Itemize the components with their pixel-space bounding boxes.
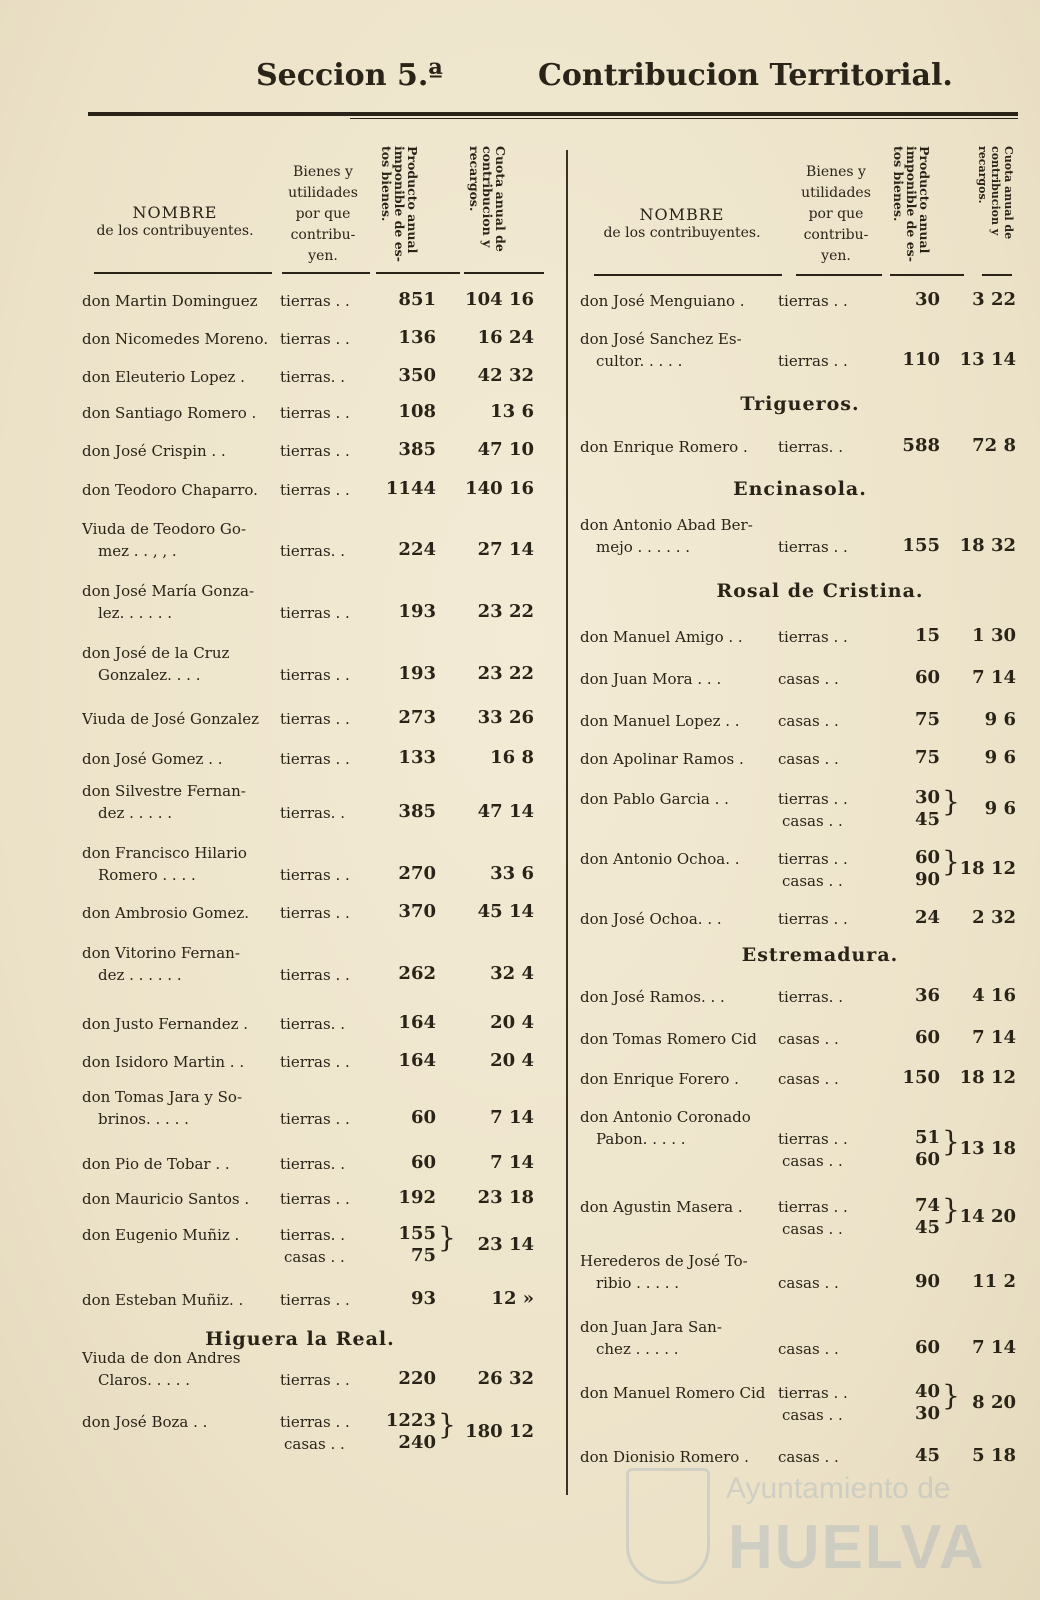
taxable-product: 40	[914, 1381, 940, 1402]
annual-quota: 7 14	[490, 1152, 534, 1173]
contributor-name: don José Gomez . .	[82, 750, 223, 768]
annual-quota: 7 14	[972, 1027, 1016, 1048]
property-type: tierras . .	[778, 1130, 848, 1148]
taxable-product: 220	[398, 1368, 436, 1389]
contributor-name: Viuda de José Gonzalez	[82, 710, 260, 728]
property-type: tierras. .	[280, 1015, 345, 1033]
contributor-name: don Manuel Amigo . .	[580, 628, 743, 646]
table-row	[0, 747, 1040, 772]
annual-quota: 47 14	[477, 801, 534, 822]
annual-quota: 3 22	[972, 289, 1016, 310]
contributor-name: Viuda de Teodoro Go-	[82, 520, 247, 538]
header-producto: Producto anual imponible de es- tos bienes.	[891, 146, 932, 262]
contributor-name: don José Ramos. . .	[580, 988, 725, 1006]
taxable-product: 51	[914, 1127, 940, 1148]
contributor-name: Romero . . . .	[98, 866, 196, 884]
property-type: tierras . .	[778, 352, 848, 370]
taxable-product: 30	[914, 787, 940, 808]
taxable-product: 150	[902, 1067, 940, 1088]
contributor-name: don Agustin Masera .	[580, 1198, 743, 1216]
taxable-product: 193	[398, 663, 436, 684]
taxable-product: 30	[914, 1403, 940, 1424]
annual-quota: 12 »	[491, 1288, 534, 1309]
header-rule-thin	[350, 118, 1018, 119]
table-row	[0, 365, 1040, 390]
contributor-name: don Francisco Hilario	[82, 844, 247, 862]
taxable-product: 60	[914, 667, 940, 688]
taxable-product: 224	[398, 539, 436, 560]
taxable-product: 93	[410, 1288, 436, 1309]
taxable-product: 75	[410, 1245, 436, 1266]
annual-quota: 20 4	[490, 1012, 534, 1033]
property-type: casas . .	[778, 1070, 839, 1088]
header-bienes	[280, 162, 366, 267]
contributor-name: don Juan Jara San-	[580, 1318, 722, 1336]
taxable-product: 155	[398, 1223, 436, 1244]
taxable-product: 136	[398, 327, 436, 348]
header-underline	[464, 272, 544, 274]
town-heading: Estremadura.	[741, 944, 899, 966]
header-name-top: NOMBRE	[639, 205, 725, 224]
annual-quota: 45 14	[477, 901, 534, 922]
property-type: tierras . .	[280, 750, 350, 768]
contributor-name: don José Crispin . .	[82, 442, 226, 460]
taxable-product: 60	[914, 1337, 940, 1358]
property-type: casas . .	[778, 1030, 839, 1048]
taxable-product: 45	[914, 1445, 940, 1466]
brace-icon: }	[942, 785, 960, 818]
table-row	[0, 1288, 1040, 1313]
brace-icon: }	[942, 1193, 960, 1226]
annual-quota: 7 14	[490, 1107, 534, 1128]
property-type: tierras . .	[280, 481, 350, 499]
property-type: tierras . .	[280, 330, 350, 348]
annual-quota: 7 14	[972, 667, 1016, 688]
property-type: tierras . .	[280, 904, 350, 922]
table-row	[0, 330, 1040, 370]
property-type: tierras . .	[280, 292, 350, 310]
property-type: tierras . .	[280, 666, 350, 684]
annual-quota: 23 22	[477, 601, 534, 622]
taxable-product: 45	[914, 1217, 940, 1238]
header-bienes-l4: contribu-	[290, 227, 356, 243]
contributor-name: brinos. . . . .	[98, 1110, 189, 1128]
annual-quota: 13 14	[959, 349, 1016, 370]
contributor-name: don Enrique Romero .	[580, 438, 748, 456]
table-row	[0, 289, 1040, 314]
taxable-product: 588	[902, 435, 940, 456]
property-type: tierras . .	[778, 628, 848, 646]
property-type: casas . .	[782, 1406, 843, 1424]
taxable-product: 370	[398, 901, 436, 922]
taxable-product: 164	[398, 1050, 436, 1071]
taxable-product: 90	[914, 1271, 940, 1292]
annual-quota: 180 12	[465, 1421, 534, 1442]
header-name	[584, 206, 780, 242]
property-type: tierras . .	[778, 1384, 848, 1402]
annual-quota: 72 8	[972, 435, 1016, 456]
header-cuota: Cuota anual de contribucion y recargos.	[976, 146, 1015, 240]
brace-icon: }	[942, 845, 960, 878]
annual-quota: 13 6	[490, 401, 534, 422]
taxable-product: 385	[398, 801, 436, 822]
taxable-product: 270	[398, 863, 436, 884]
taxable-product: 15	[914, 625, 940, 646]
taxable-product: 75	[914, 747, 940, 768]
taxable-product: 24	[914, 907, 940, 928]
contributor-name: don José María Gonza-	[82, 582, 255, 600]
header-name-top: NOMBRE	[132, 203, 218, 222]
header-underline	[890, 274, 964, 276]
taxable-product: 60	[914, 1027, 940, 1048]
taxable-product: 385	[398, 439, 436, 460]
town-heading: Higuera la Real.	[205, 1328, 395, 1350]
taxable-product: 1223	[385, 1410, 436, 1431]
header-underline	[282, 272, 370, 274]
table-row	[0, 1067, 1040, 1092]
contributor-name: don Antonio Abad Ber-	[580, 516, 753, 534]
taxable-product: 110	[902, 349, 940, 370]
property-type: tierras . .	[778, 538, 848, 556]
taxable-product: 36	[914, 985, 940, 1006]
annual-quota: 33 6	[490, 863, 534, 884]
header-underline	[796, 274, 882, 276]
taxable-product: 240	[398, 1432, 436, 1453]
table-row	[0, 1027, 1040, 1052]
header-bienes-l4: contribu-	[803, 227, 869, 243]
header-name	[82, 204, 268, 240]
annual-quota: 33 26	[477, 707, 534, 728]
taxable-product: 851	[398, 289, 436, 310]
annual-quota: 7 14	[972, 1337, 1016, 1358]
contributor-name: don Pio de Tobar . .	[82, 1155, 230, 1173]
annual-quota: 26 32	[477, 1368, 534, 1389]
contributor-name: don Antonio Ochoa. .	[580, 850, 740, 868]
annual-quota: 42 32	[477, 365, 534, 386]
annual-quota: 16 8	[490, 747, 534, 768]
header-name-bottom: de los contribuyentes.	[96, 223, 254, 239]
property-type: casas . .	[782, 812, 843, 830]
annual-quota: 18 12	[959, 858, 1016, 879]
contributor-name: cultor. . . . .	[596, 352, 683, 370]
taxable-product: 74	[914, 1195, 940, 1216]
property-type: casas . .	[778, 750, 839, 768]
table-row	[0, 985, 1040, 1010]
annual-quota: 32 4	[490, 963, 534, 984]
property-type: tierras. .	[280, 1226, 345, 1244]
taxable-product: 60	[914, 1149, 940, 1170]
contributor-name: don Enrique Forero .	[580, 1070, 739, 1088]
property-type: casas . .	[778, 1274, 839, 1292]
property-type: casas . .	[782, 1220, 843, 1238]
contributor-name: don Apolinar Ramos .	[580, 750, 744, 768]
contributor-name: don Eugenio Muñiz .	[82, 1226, 240, 1244]
contributor-name: don Teodoro Chaparro.	[82, 481, 258, 499]
annual-quota: 16 24	[477, 327, 534, 348]
contributor-name: don José de la Cruz	[82, 644, 230, 662]
taxable-product: 192	[398, 1187, 436, 1208]
annual-quota: 11 2	[972, 1271, 1016, 1292]
property-type: casas . .	[782, 1152, 843, 1170]
header-underline	[982, 274, 1012, 276]
contributor-name: don Tomas Jara y So-	[82, 1088, 243, 1106]
contributor-name: don Mauricio Santos .	[82, 1190, 250, 1208]
header-cuota: Cuota anual de contribucion y recargos.	[467, 146, 508, 252]
property-type: tierras. .	[280, 1155, 345, 1173]
contributor-name: mez . . , , .	[98, 542, 177, 560]
page-title: Contribucion Territorial.	[538, 58, 953, 93]
annual-quota: 104 16	[465, 289, 534, 310]
contributor-name: don José Sanchez Es-	[580, 330, 742, 348]
section-number: Seccion 5.ª	[256, 58, 443, 93]
contributor-name: don Eleuterio Lopez .	[82, 368, 245, 386]
header-bienes-l3: por que	[295, 206, 351, 222]
property-type: casas . .	[284, 1435, 345, 1453]
contributor-name: don Dionisio Romero .	[580, 1448, 749, 1466]
property-type: casas . .	[778, 712, 839, 730]
annual-quota: 18 32	[959, 535, 1016, 556]
property-type: tierras . .	[280, 710, 350, 728]
header-bienes-l3: por que	[808, 206, 864, 222]
contributor-name: don Martin Dominguez	[82, 292, 258, 310]
taxable-product: 155	[902, 535, 940, 556]
contributor-name: Viuda de don Andres	[82, 1349, 241, 1367]
contributor-name: don Ambrosio Gomez.	[82, 904, 249, 922]
contributor-name: don Isidoro Martin . .	[82, 1053, 245, 1071]
town-heading: Rosal de Cristina.	[716, 580, 924, 602]
property-type: tierras . .	[778, 850, 848, 868]
contributor-name: don José Ochoa. . .	[580, 910, 722, 928]
page-header	[0, 58, 1040, 102]
taxable-product: 30	[914, 289, 940, 310]
annual-quota: 2 32	[972, 907, 1016, 928]
property-type: tierras . .	[280, 442, 350, 460]
contributor-name: Gonzalez. . . .	[98, 666, 201, 684]
contributor-name: don Tomas Romero Cid	[580, 1030, 757, 1048]
property-type: tierras . .	[280, 1110, 350, 1128]
header-bienes-l2: utilidades	[801, 185, 871, 201]
contributor-name: lez. . . . . .	[98, 604, 173, 622]
header-bienes-l2: utilidades	[288, 185, 358, 201]
contributor-name: don Justo Fernandez .	[82, 1015, 249, 1033]
property-type: tierras. .	[778, 988, 843, 1006]
contributor-name: mejo . . . . . .	[596, 538, 690, 556]
contributor-name: dez . . . . .	[98, 804, 173, 822]
watermark-line2: HUELVA	[728, 1513, 986, 1582]
taxable-product: 75	[914, 709, 940, 730]
shield-icon	[626, 1468, 710, 1584]
property-type: tierras . .	[280, 1413, 350, 1431]
watermark-line1: Ayuntamiento de	[726, 1472, 951, 1505]
brace-icon: }	[438, 1408, 456, 1441]
property-type: tierras. .	[280, 542, 345, 560]
contributor-name: dez . . . . . .	[98, 966, 182, 984]
table-row	[0, 625, 1040, 650]
annual-quota: 14 20	[959, 1206, 1016, 1227]
town-heading: Encinasola.	[733, 478, 867, 500]
property-type: casas . .	[778, 670, 839, 688]
contributor-name: don Manuel Lopez . .	[580, 712, 740, 730]
property-type: tierras . .	[280, 1371, 350, 1389]
taxable-product: 273	[398, 707, 436, 728]
contributor-name: chez . . . . .	[596, 1340, 679, 1358]
annual-quota: 9 6	[984, 747, 1016, 768]
contributor-name: Herederos de José To-	[580, 1252, 748, 1270]
header-underline	[94, 272, 272, 274]
property-type: tierras . .	[280, 966, 350, 984]
taxable-product: 164	[398, 1012, 436, 1033]
contributor-name: don Pablo Garcia . .	[580, 790, 729, 808]
taxable-product: 108	[398, 401, 436, 422]
taxable-product: 133	[398, 747, 436, 768]
contributor-name: don Santiago Romero .	[82, 404, 257, 422]
header-underline	[594, 274, 782, 276]
header-underline	[376, 272, 460, 274]
taxable-product: 60	[914, 847, 940, 868]
property-type: tierras . .	[778, 292, 848, 310]
taxable-product: 350	[398, 365, 436, 386]
annual-quota: 13 18	[959, 1138, 1016, 1159]
property-type: tierras . .	[280, 604, 350, 622]
table-row	[0, 435, 1040, 460]
taxable-product: 60	[410, 1107, 436, 1128]
contributor-name: ribio . . . . .	[596, 1274, 680, 1292]
annual-quota: 8 20	[972, 1392, 1016, 1413]
contributor-name: don Silvestre Fernan-	[82, 782, 246, 800]
property-type: tierras . .	[778, 910, 848, 928]
property-type: tierras. .	[280, 368, 345, 386]
property-type: tierras . .	[280, 866, 350, 884]
header-bienes-l1: Bienes y	[806, 164, 866, 180]
watermark-logo	[618, 1450, 1018, 1590]
brace-icon: }	[438, 1221, 456, 1254]
annual-quota: 9 6	[984, 709, 1016, 730]
annual-quota: 1 30	[972, 625, 1016, 646]
header-producto: Producto anual imponible de es- tos bienes.	[379, 146, 420, 262]
contributor-name: don José Menguiano .	[580, 292, 745, 310]
annual-quota: 23 14	[477, 1234, 534, 1255]
contributor-name: don Nicomedes Moreno.	[82, 330, 269, 348]
contributor-name: don Esteban Muñiz. .	[82, 1291, 244, 1309]
header-rule	[88, 112, 1018, 116]
annual-quota: 23 22	[477, 663, 534, 684]
property-type: tierras . .	[280, 1291, 350, 1309]
taxable-product: 45	[914, 809, 940, 830]
annual-quota: 140 16	[465, 478, 534, 499]
contributor-name: don Juan Mora . . .	[580, 670, 722, 688]
property-type: casas . .	[284, 1248, 345, 1266]
annual-quota: 47 10	[477, 439, 534, 460]
property-type: tierras . .	[778, 790, 848, 808]
property-type: tierras . .	[280, 1053, 350, 1071]
town-heading: Trigueros.	[740, 393, 860, 415]
taxable-product: 90	[914, 869, 940, 890]
annual-quota: 18 12	[959, 1067, 1016, 1088]
property-type: casas . .	[778, 1448, 839, 1466]
table-row	[0, 709, 1040, 734]
property-type: tierras . .	[280, 404, 350, 422]
header-bienes-l5: yen.	[821, 248, 851, 264]
contributor-name: Claros. . . . .	[98, 1371, 191, 1389]
property-type: tierras . .	[280, 1190, 350, 1208]
header-bienes-l1: Bienes y	[293, 164, 353, 180]
property-type: tierras. .	[280, 804, 345, 822]
property-type: tierras. .	[778, 438, 843, 456]
brace-icon: }	[942, 1379, 960, 1412]
table-row	[0, 667, 1040, 692]
taxable-product: 60	[410, 1152, 436, 1173]
annual-quota: 4 16	[972, 985, 1016, 1006]
table-row	[0, 907, 1040, 932]
contributor-name: don Vitorino Fernan-	[82, 944, 240, 962]
annual-quota: 5 18	[972, 1445, 1016, 1466]
taxable-product: 262	[398, 963, 436, 984]
property-type: casas . .	[782, 872, 843, 890]
brace-icon: }	[942, 1125, 960, 1158]
header-bienes	[790, 162, 882, 267]
annual-quota: 23 18	[477, 1187, 534, 1208]
annual-quota: 20 4	[490, 1050, 534, 1071]
property-type: casas . .	[778, 1340, 839, 1358]
property-type: tierras . .	[778, 1198, 848, 1216]
header-name-bottom: de los contribuyentes.	[603, 225, 761, 241]
contributor-name: don Antonio Coronado	[580, 1108, 751, 1126]
contributor-name: don José Boza . .	[82, 1413, 208, 1431]
annual-quota: 9 6	[984, 798, 1016, 819]
contributor-name: don Manuel Romero Cid	[580, 1384, 766, 1402]
annual-quota: 27 14	[477, 539, 534, 560]
taxable-product: 1144	[385, 478, 436, 499]
header-bienes-l5: yen.	[308, 248, 338, 264]
contributor-name: Pabon. . . . .	[596, 1130, 686, 1148]
taxable-product: 193	[398, 601, 436, 622]
